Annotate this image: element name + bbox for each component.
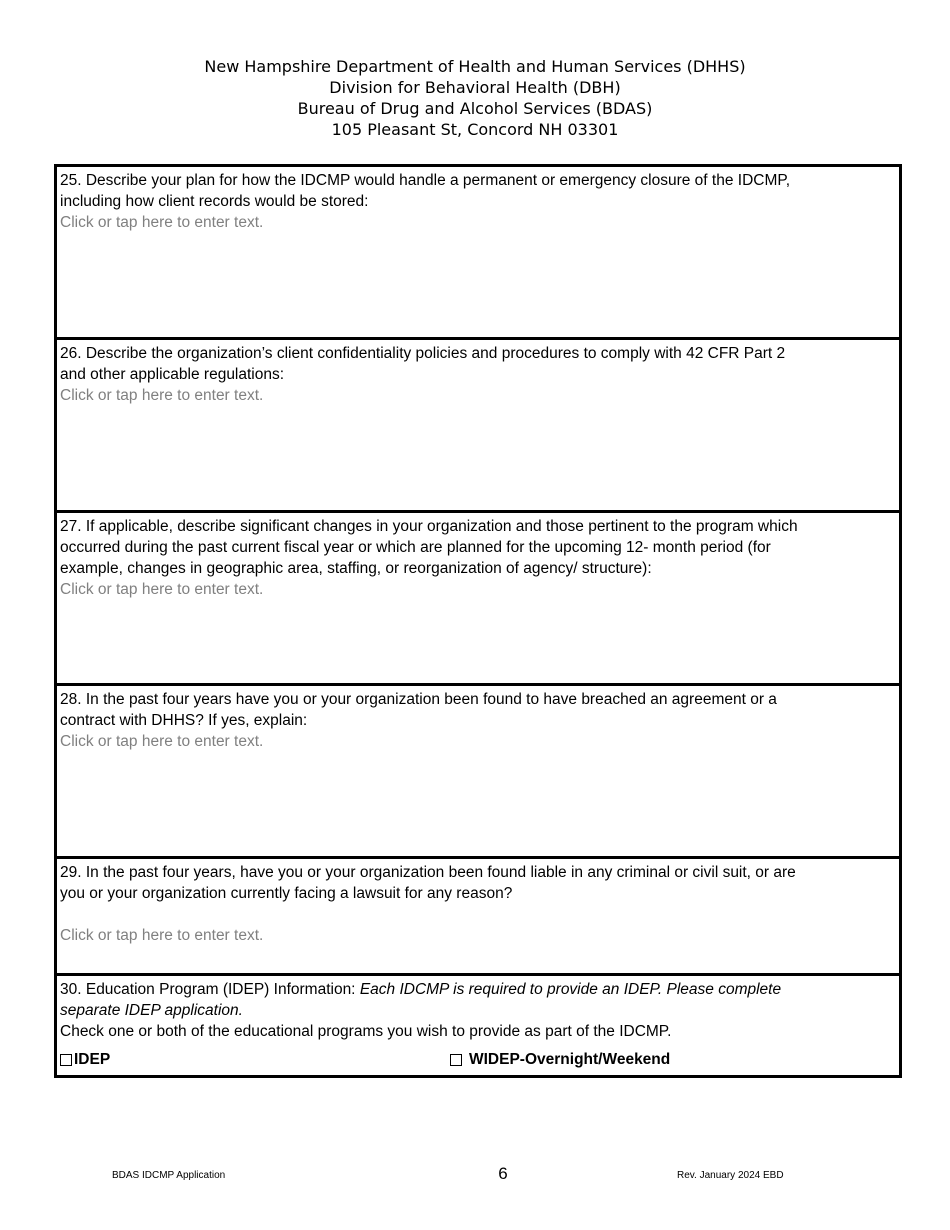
footer-application-name: BDAS IDCMP Application [112, 1170, 226, 1181]
answer-27-field[interactable]: Click or tap here to enter text. [60, 581, 264, 598]
footer-revision: Rev. January 2024 EBD [677, 1170, 784, 1181]
application-form-table [54, 164, 902, 1078]
program-options [60, 1049, 897, 1070]
question-26-text: 26. Describe the organization’s client confidentiality policies and procedures to comply with 42 CFR Part 2 and other applicable regulations: [60, 345, 786, 383]
question-30-instruction: Check one or both of the educational programs you wish to provide as part of the IDCMP. [60, 1023, 672, 1040]
header-address: 105 Pleasant St, Concord NH 03301 [331, 120, 619, 139]
header-department: New Hampshire Department of Health and Human Services (DHHS) [204, 57, 746, 76]
question-30-lead: 30. Education Program (IDEP) Information: [60, 981, 360, 998]
idep-label: IDEP [74, 1051, 111, 1068]
page-footer [0, 1160, 950, 1190]
question-25-text: 25. Describe your plan for how the IDCMP would handle a permanent or emergency closure of the IDCMP, including how client records would be stored: [60, 172, 791, 210]
answer-29-field[interactable]: Click or tap here to enter text. [60, 927, 264, 944]
idep-checkbox[interactable] [60, 1049, 450, 1070]
question-cell-27 [56, 512, 901, 685]
widep-checkbox[interactable] [450, 1049, 670, 1070]
checkbox-empty-icon [60, 1054, 72, 1066]
page-number: 6 [498, 1164, 508, 1183]
question-row-28 [56, 685, 901, 858]
question-29-text: 29. In the past four years, have you or your organization been found liable in any criminal or civil suit, or are you or your organization currently facing a lawsuit for any reason? [60, 864, 796, 902]
question-cell-30 [56, 975, 901, 1077]
widep-label: WIDEP-Overnight/Weekend [469, 1051, 671, 1068]
question-30-text [60, 979, 897, 1021]
header-bureau: Bureau of Drug and Alcohol Services (BDAS) [297, 99, 653, 118]
answer-28-field[interactable]: Click or tap here to enter text. [60, 733, 264, 750]
header-division: Division for Behavioral Health (DBH) [329, 78, 621, 97]
question-row-27 [56, 512, 901, 685]
question-cell-26 [56, 339, 901, 512]
checkbox-empty-icon [450, 1054, 462, 1066]
answer-25-field[interactable]: Click or tap here to enter text. [60, 214, 264, 231]
question-cell-28 [56, 685, 901, 858]
question-27-text: 27. If applicable, describe significant changes in your organization and those pertinent to the program which occurred during the past current fiscal year or which are planned for the upcoming 12- month period (for example, changes in geographic area, staffing, or reorganization of agency/ structure): [60, 518, 798, 577]
question-row-25 [56, 166, 901, 339]
question-28-text: 28. In the past four years have you or your organization been found to have breached an agreement or a contract with DHHS? If yes, explain: [60, 691, 777, 729]
spacer [60, 904, 897, 925]
question-cell-25 [56, 166, 901, 339]
question-row-26 [56, 339, 901, 512]
question-row-30 [56, 975, 901, 1077]
question-row-29 [56, 858, 901, 975]
answer-26-field[interactable]: Click or tap here to enter text. [60, 387, 264, 404]
document-header [0, 56, 950, 140]
question-30-italic-note: Each IDCMP is required to provide an IDEP. Please complete separate IDEP application. [60, 981, 782, 1019]
question-cell-29 [56, 858, 901, 975]
